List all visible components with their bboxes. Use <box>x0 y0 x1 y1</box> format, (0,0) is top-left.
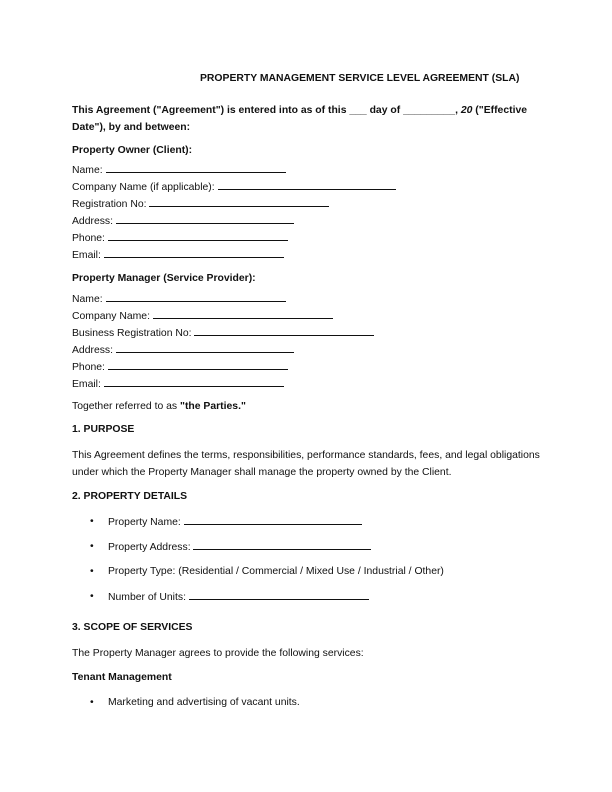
parties-statement <box>72 400 542 414</box>
owner-registration-field <box>72 195 542 212</box>
bullet-icon: • <box>90 516 94 528</box>
list-item <box>72 588 542 613</box>
bullet-icon: • <box>90 697 94 709</box>
owner-company-field <box>72 178 542 195</box>
manager-phone-field <box>72 358 542 375</box>
fill-blank <box>106 290 286 302</box>
fill-blank <box>193 538 371 550</box>
fill-blank <box>194 324 374 336</box>
manager-address-field <box>72 341 542 358</box>
document-page <box>72 72 542 727</box>
purpose-heading: 1. PURPOSE <box>72 424 135 436</box>
manager-heading: Property Manager (Service Provider): <box>72 273 256 285</box>
property-details-heading: 2. PROPERTY DETAILS <box>72 490 188 502</box>
field-label: Name: <box>72 293 103 305</box>
fill-blank <box>106 161 286 173</box>
fill-blank <box>116 341 294 353</box>
owner-heading: Property Owner (Client): <box>72 144 193 156</box>
scope-text: The Property Manager agrees to provide the following services: <box>72 647 364 659</box>
tenant-management-list <box>72 694 542 719</box>
field-label: Business Registration No: <box>72 327 192 339</box>
fill-blank <box>153 307 333 319</box>
manager-name-field <box>72 290 542 307</box>
bullet-icon: • <box>90 566 94 578</box>
field-label: Company Name (if applicable): <box>72 182 215 194</box>
fill-blank <box>108 229 288 241</box>
manager-registration-field <box>72 324 542 341</box>
manager-email-field <box>72 375 542 392</box>
bullet-icon: • <box>90 591 94 603</box>
field-label: Name: <box>72 165 103 177</box>
tenant-management-heading: Tenant Management <box>72 671 172 683</box>
bullet-icon: • <box>90 541 94 553</box>
field-label: Address: <box>72 344 114 356</box>
list-item <box>72 563 542 588</box>
list-item <box>72 513 542 538</box>
owner-phone-field <box>72 229 542 246</box>
fill-blank <box>218 178 396 190</box>
fill-blank <box>108 358 288 370</box>
fill-blank <box>104 375 284 387</box>
field-label: Email: <box>72 250 101 262</box>
property-details-list <box>72 513 542 613</box>
document-title: PROPERTY MANAGEMENT SERVICE LEVEL AGREEMENT (SLA) <box>200 73 520 84</box>
fill-blank <box>116 212 294 224</box>
item-label: Property Address: <box>108 542 191 554</box>
field-label: Registration No: <box>72 199 147 211</box>
fill-blank <box>149 195 329 207</box>
list-item <box>72 694 542 719</box>
item-label: Marketing and advertising of vacant units. <box>108 697 300 709</box>
intro-text: This Agreement ("Agreement") is entered into as of this ___ day of _________, <box>72 104 461 116</box>
parties-term: "the Parties." <box>180 400 246 412</box>
spacer <box>72 263 542 272</box>
parties-text: Together referred to as <box>72 400 181 412</box>
agreement-intro <box>72 102 542 136</box>
intro-year: 20 <box>460 104 473 116</box>
field-label: Phone: <box>72 233 105 245</box>
scope-heading: 3. SCOPE OF SERVICES <box>72 622 193 634</box>
item-label: Property Type: (Residential / Commercial / Mixed Use / Industrial / Other) <box>108 566 444 578</box>
item-label: Number of Units: <box>108 592 186 604</box>
field-label: Email: <box>72 378 101 390</box>
purpose-text: This Agreement defines the terms, responsibilities, performance standards, fees, and legal obligations under which the Property Manager shall manage the property owned by the Client. <box>72 449 540 478</box>
list-item <box>72 538 542 563</box>
manager-company-field <box>72 307 542 324</box>
fill-blank <box>189 588 369 600</box>
intro-text-end: ("Effective Date"), by and between: <box>72 104 528 133</box>
field-label: Address: <box>72 216 114 228</box>
owner-name-field <box>72 161 542 178</box>
item-label: Property Name: <box>108 517 181 529</box>
field-label: Company Name: <box>72 310 150 322</box>
owner-address-field <box>72 212 542 229</box>
owner-email-field <box>72 246 542 263</box>
field-label: Phone: <box>72 361 105 373</box>
fill-blank <box>104 246 284 258</box>
fill-blank <box>184 513 362 525</box>
